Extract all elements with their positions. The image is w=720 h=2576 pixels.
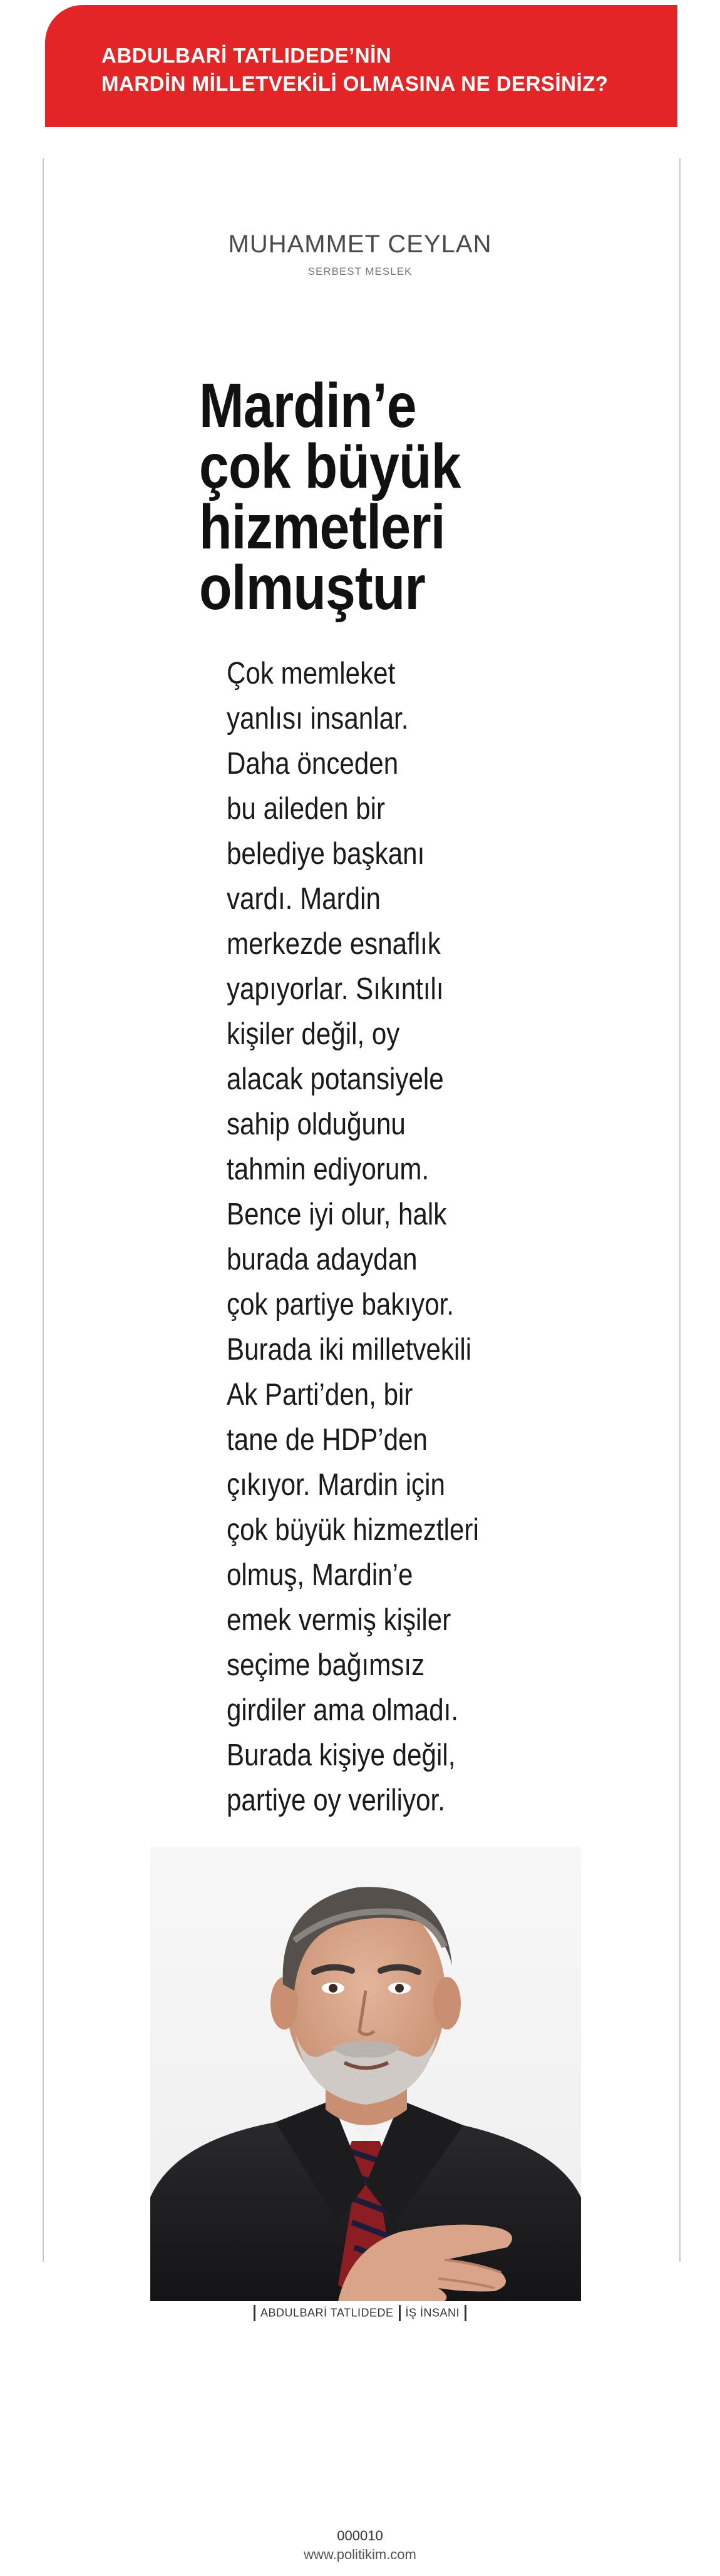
body-line: girdiler ama olmadı.	[227, 1693, 459, 1727]
banner-line-2: MARDİN MİLLETVEKİLİ OLMASINA NE DERSİNİZ?	[101, 72, 609, 95]
body-line: kişiler değil, oy	[227, 1017, 400, 1051]
body-line: bu aileden bir	[227, 792, 386, 826]
left-border-line	[43, 158, 44, 2262]
right-border-line	[679, 158, 681, 2262]
caption-person-name: ABDULBARİ TATLIDEDE	[260, 2306, 394, 2319]
body-line: seçime bağımsız	[227, 1648, 425, 1682]
body-line: Çok memleket	[227, 657, 396, 690]
body-line: çok partiye bakıyor.	[227, 1288, 455, 1321]
headline-line: çok büyük	[199, 431, 461, 501]
headline-line: Mardin’e	[199, 371, 416, 441]
caption-divider	[399, 2305, 401, 2321]
body-line: vardı. Mardin	[227, 882, 381, 916]
body-line: çok büyük hizmeztleri	[227, 1513, 479, 1547]
caption-divider	[465, 2305, 466, 2321]
headline-line: olmuştur	[199, 553, 426, 623]
body-line: merkezde esnaflık	[227, 927, 441, 961]
body-line: Bence iyi olur, halk	[227, 1198, 447, 1231]
article-body	[227, 651, 507, 1823]
body-line: partiye oy veriliyor.	[227, 1783, 445, 1817]
page-number: 000010	[337, 2528, 383, 2543]
body-line: olmuş, Mardin’e	[227, 1558, 413, 1592]
banner-line-1: ABDULBARİ TATLIDEDE’NİN	[101, 44, 392, 67]
author-profession: SERBEST MESLEK	[307, 265, 413, 277]
body-line: Daha önceden	[227, 747, 399, 781]
header-banner	[45, 5, 677, 127]
body-line: tahmin ediyorum.	[227, 1152, 429, 1186]
body-line: sahip olduğunu	[227, 1107, 406, 1141]
body-line: Ak Parti’den, bir	[227, 1378, 413, 1412]
website-url: www.politikim.com	[304, 2547, 416, 2562]
body-line: alacak potansiyele	[227, 1062, 444, 1096]
body-line: Burada kişiye değil,	[227, 1738, 456, 1772]
portrait-illustration	[150, 1847, 581, 2301]
photo-caption	[0, 2305, 720, 2321]
headline	[199, 371, 522, 623]
portrait-photo	[150, 1847, 581, 2301]
body-line: belediye başkanı	[227, 837, 425, 871]
caption-divider	[254, 2305, 255, 2321]
body-line: yanlısı insanlar.	[227, 702, 409, 736]
body-line: burada adaydan	[227, 1243, 418, 1276]
body-line: yapıyorlar. Sıkıntılı	[227, 972, 444, 1006]
caption-person-title: İŞ İNSANI	[405, 2306, 460, 2319]
body-line: tane de HDP’den	[227, 1423, 428, 1457]
body-line: Burada iki milletvekili	[227, 1333, 472, 1367]
body-line: emek vermiş kişiler	[227, 1603, 451, 1637]
body-line: çıkıyor. Mardin için	[227, 1468, 445, 1502]
headline-line: hizmetleri	[199, 492, 445, 562]
author-name: MUHAMMET CEYLAN	[228, 230, 492, 258]
